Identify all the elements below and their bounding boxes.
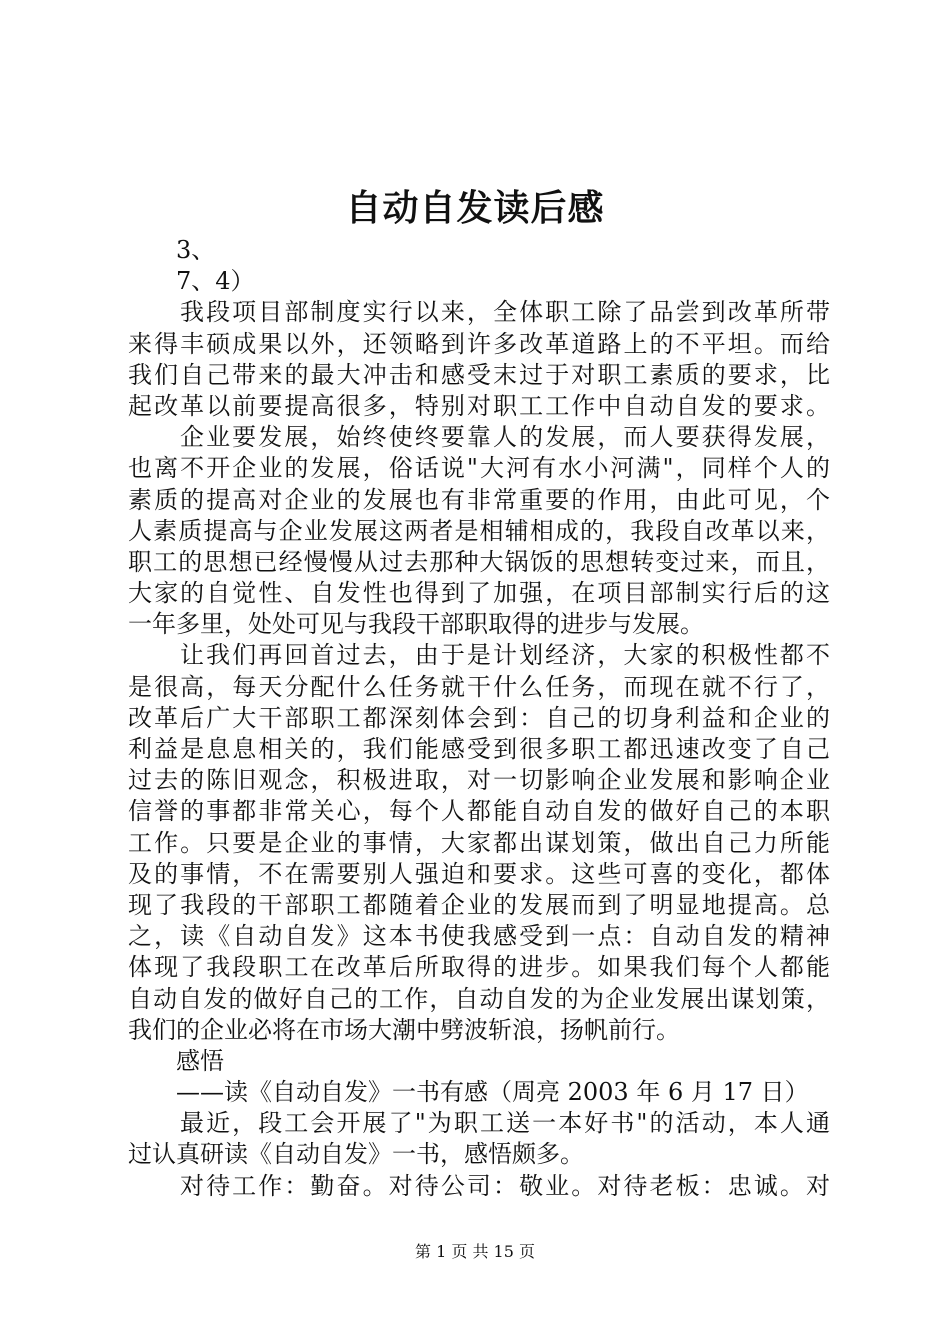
text-line: 起改革以前要提高很多，特别对职工工作中自动自发的要求。	[128, 391, 830, 420]
section-subtitle: ——读《自动自发》一书有感（周亮 2003 年 6 月 17 日）	[176, 1078, 809, 1107]
paragraph-first-line: 企业要发展，始终使终要靠人的发展，而人要获得发展，	[180, 423, 830, 452]
text-line: 利益是息息相关的，我们能感受到很多职工都迅速改变了自己	[128, 735, 830, 763]
page-footer: 第 1 页 共 15 页	[415, 1242, 535, 1261]
text-line: 大家的自觉性、自发性也得到了加强，在项目部制实行后的这	[128, 579, 830, 608]
text-line: 信誉的事都非常关心，每个人都能自动自发的做好自己的本职	[128, 797, 830, 826]
text-line: 过认真研读《自动自发》一书，感悟颇多。	[128, 1140, 584, 1169]
text-line: 之，读《自动自发》这本书使我感受到一点：自动自发的精神	[128, 922, 830, 951]
document-body	[128, 235, 830, 1202]
text-line: 3、	[176, 236, 216, 264]
text-line: 7、4）	[176, 267, 255, 296]
text-line: 自动自发的做好自己的工作，自动自发的为企业发展出谋划策，	[128, 984, 830, 1013]
text-line: 改革后广大干部职工都深刻体会到：自己的切身利益和企业的	[128, 703, 830, 732]
text-line: 来得丰硕成果以外，还领略到许多改革道路上的不平坦。而给	[128, 329, 830, 358]
paragraph-first-line: 对待工作：勤奋。对待公司：敬业。对待老板：忠诚。对	[180, 1171, 830, 1200]
text-line: 我们的企业必将在市场大潮中劈波斩浪，扬帆前行。	[128, 1015, 680, 1044]
text-line: 也离不开企业的发展，俗话说"大河有水小河满"，同样个人的	[128, 454, 830, 483]
paragraph-first-line: 我段项目部制度实行以来，全体职工除了品尝到改革所带	[180, 298, 830, 327]
text-line: 我们自己带来的最大冲击和感受末过于对职工素质的要求，比	[128, 360, 830, 389]
text-line: 是很高，每天分配什么任务就干什么任务，而现在就不行了，	[128, 672, 830, 701]
paragraph-first-line: 最近，段工会开展了"为职工送一本好书"的活动，本人通	[180, 1109, 830, 1138]
text-line: 一年多里，处处可见与我段干部职取得的进步与发展。	[128, 610, 704, 639]
text-line: 职工的思想已经慢慢从过去那种大锅饭的思想转变过来，而且，	[128, 547, 830, 576]
text-line: 过去的陈旧观念，积极进取，对一切影响企业发展和影响企业	[128, 766, 830, 795]
text-line: 人素质提高与企业发展这两者是相辅相成的，我段自改革以来，	[128, 516, 830, 545]
document-title: 自动自发读后感	[345, 187, 605, 229]
text-line: 素质的提高对企业的发展也有非常重要的作用，由此可见，个	[128, 485, 830, 514]
section-heading: 感悟	[176, 1046, 224, 1075]
text-line: 现了我段的干部职工都随着企业的发展而到了明显地提高。总	[128, 890, 830, 919]
text-line: 体现了我段职工在改革后所取得的进步。如果我们每个人都能	[128, 953, 830, 982]
text-line: 及的事情，不在需要别人强迫和要求。这些可喜的变化，都体	[128, 859, 830, 888]
paragraph-first-line: 让我们再回首过去，由于是计划经济，大家的积极性都不	[180, 641, 830, 670]
text-line: 工作。只要是企业的事情，大家都出谋划策，做出自己力所能	[128, 828, 830, 857]
